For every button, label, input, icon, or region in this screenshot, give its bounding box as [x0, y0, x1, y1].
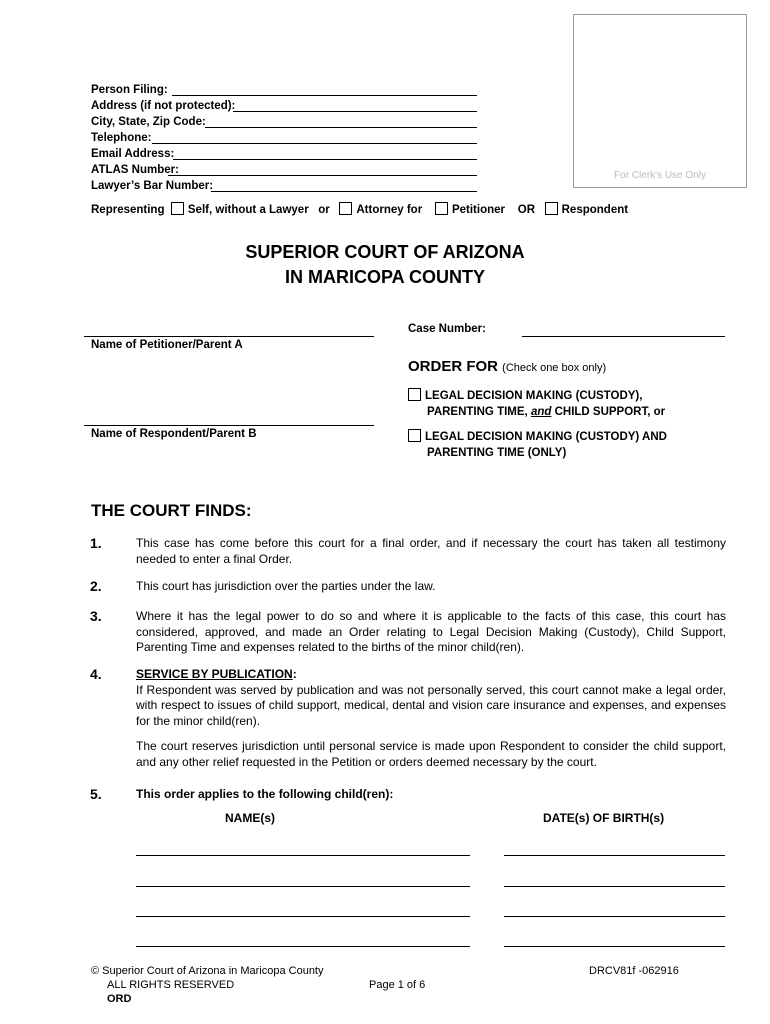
order-option-1-and: and [530, 406, 552, 418]
clerk-use-box [573, 14, 747, 188]
representing-row [91, 202, 628, 216]
child-name-field-4[interactable] [136, 946, 470, 947]
footer-rights: ALL RIGHTS RESERVED [107, 979, 235, 991]
finding-4-text: If Respondent was served by publication and was not personally served, this court cannot make a legal order, with respect to issues of child support, medical, dental and vision care insurance and expenses, and expenses for the minor child(ren). [136, 682, 726, 728]
order-option-1-line1: LEGAL DECISION MAKING (CUSTODY), [425, 390, 643, 402]
child-name-field-1[interactable] [136, 855, 470, 856]
order-option-1-line2a: PARENTING TIME, [427, 406, 531, 418]
order-for-hint: (Check one box only) [502, 362, 607, 374]
footer-page: Page 1 of 6 [369, 979, 426, 991]
finding-4-title [136, 667, 726, 683]
case-number-label: Case Number: [408, 323, 486, 335]
email-field[interactable] [173, 159, 477, 160]
petitioner-name-label: Name of Petitioner/Parent A [91, 339, 243, 351]
order-option-2-line2: PARENTING TIME (ONLY) [427, 447, 567, 459]
finding-5-text: This order applies to the following child(ren): [136, 787, 394, 801]
finding-5-number: 5. [90, 786, 102, 802]
telephone-field[interactable] [152, 143, 477, 144]
child-dob-field-2[interactable] [504, 886, 725, 887]
finding-4-title-text: SERVICE BY PUBLICATION [136, 667, 293, 681]
self-checkbox[interactable] [171, 202, 184, 215]
order-for-label: ORDER FOR [408, 358, 498, 375]
order-option-1 [408, 388, 665, 420]
city-state-zip-label: City, State, Zip Code: [91, 116, 206, 128]
child-name-field-3[interactable] [136, 916, 470, 917]
finding-2-number: 2. [90, 578, 102, 594]
finding-3-number: 3. [90, 608, 102, 624]
atlas-number-field[interactable] [168, 175, 477, 176]
case-number-field[interactable] [522, 336, 725, 337]
bar-number-label: Lawyer’s Bar Number: [91, 180, 214, 192]
address-field[interactable] [233, 111, 477, 112]
child-dob-field-4[interactable] [504, 946, 725, 947]
court-title-line2: IN MARICOPA COUNTY [285, 267, 485, 287]
petitioner-checkbox[interactable] [435, 202, 448, 215]
email-label: Email Address: [91, 148, 175, 160]
order-option-1-line2b: CHILD SUPPORT, or [551, 406, 666, 418]
child-dob-field-1[interactable] [504, 855, 725, 856]
atlas-number-label: ATLAS Number: [91, 164, 179, 176]
respondent-name-field[interactable] [84, 425, 374, 426]
court-title-line1: SUPERIOR COURT OF ARIZONA [245, 242, 525, 262]
finding-4-text2: The court reserves jurisdiction until personal service is made upon Respondent to consider the child support, and any other relief requested in the Petition or orders deemed necessary by the court. [136, 739, 726, 769]
respondent-label: Respondent [561, 204, 629, 216]
person-filing-label: Person Filing: [91, 84, 168, 96]
finding-4-title-colon: : [292, 667, 297, 681]
bar-number-field[interactable] [211, 191, 477, 192]
child-name-field-2[interactable] [136, 886, 470, 887]
petitioner-name-field[interactable] [84, 336, 374, 337]
petitioner-label: Petitioner [451, 204, 505, 216]
finding-3-text: Where it has the legal power to do so and where it is applicable to the facts of this case, this court has considered, approved, and made an Order relating to Legal Decision Making (Custody), Child Support, Parenting Time and expenses related to the births of the minor child(ren). [136, 609, 726, 654]
order-option-2-line1: LEGAL DECISION MAKING (CUSTODY) AND [425, 431, 667, 443]
order-option-2 [408, 429, 667, 461]
finding-4-number: 4. [90, 666, 102, 682]
clerk-use-label: For Clerk's Use Only [614, 170, 706, 181]
footer-code: ORD [107, 993, 132, 1005]
footer-copyright: © Superior Court of Arizona in Maricopa County [91, 965, 324, 977]
finding-2-text: This court has jurisdiction over the parties under the law. [136, 579, 436, 593]
children-dob-header: DATE(s) OF BIRTH(s) [543, 811, 665, 825]
children-names-header: NAME(s) [225, 811, 275, 825]
respondent-checkbox[interactable] [545, 202, 558, 215]
finding-1-text: This case has come before this court for a final order, and if necessary the court has taken all testimony needed to enter a final Order. [136, 536, 726, 566]
attorney-checkbox[interactable] [339, 202, 352, 215]
or-text-2: OR [517, 204, 536, 216]
attorney-label: Attorney for [356, 204, 423, 216]
order-option-2-checkbox[interactable] [408, 429, 421, 442]
footer-form-id: DRCV81f -062916 [589, 965, 679, 977]
telephone-label: Telephone: [91, 132, 152, 144]
city-state-zip-field[interactable] [205, 127, 477, 128]
person-filing-field[interactable] [172, 95, 477, 96]
court-finds-heading: THE COURT FINDS: [91, 501, 252, 520]
address-label: Address (if not protected): [91, 100, 236, 112]
representing-label: Representing [91, 204, 165, 216]
order-for-title [408, 358, 606, 375]
order-option-1-checkbox[interactable] [408, 388, 421, 401]
finding-4-block [136, 667, 726, 770]
or-text: or [318, 204, 330, 216]
self-label: Self, without a Lawyer [187, 204, 309, 216]
respondent-name-label: Name of Respondent/Parent B [91, 428, 257, 440]
finding-1-number: 1. [90, 535, 102, 551]
child-dob-field-3[interactable] [504, 916, 725, 917]
